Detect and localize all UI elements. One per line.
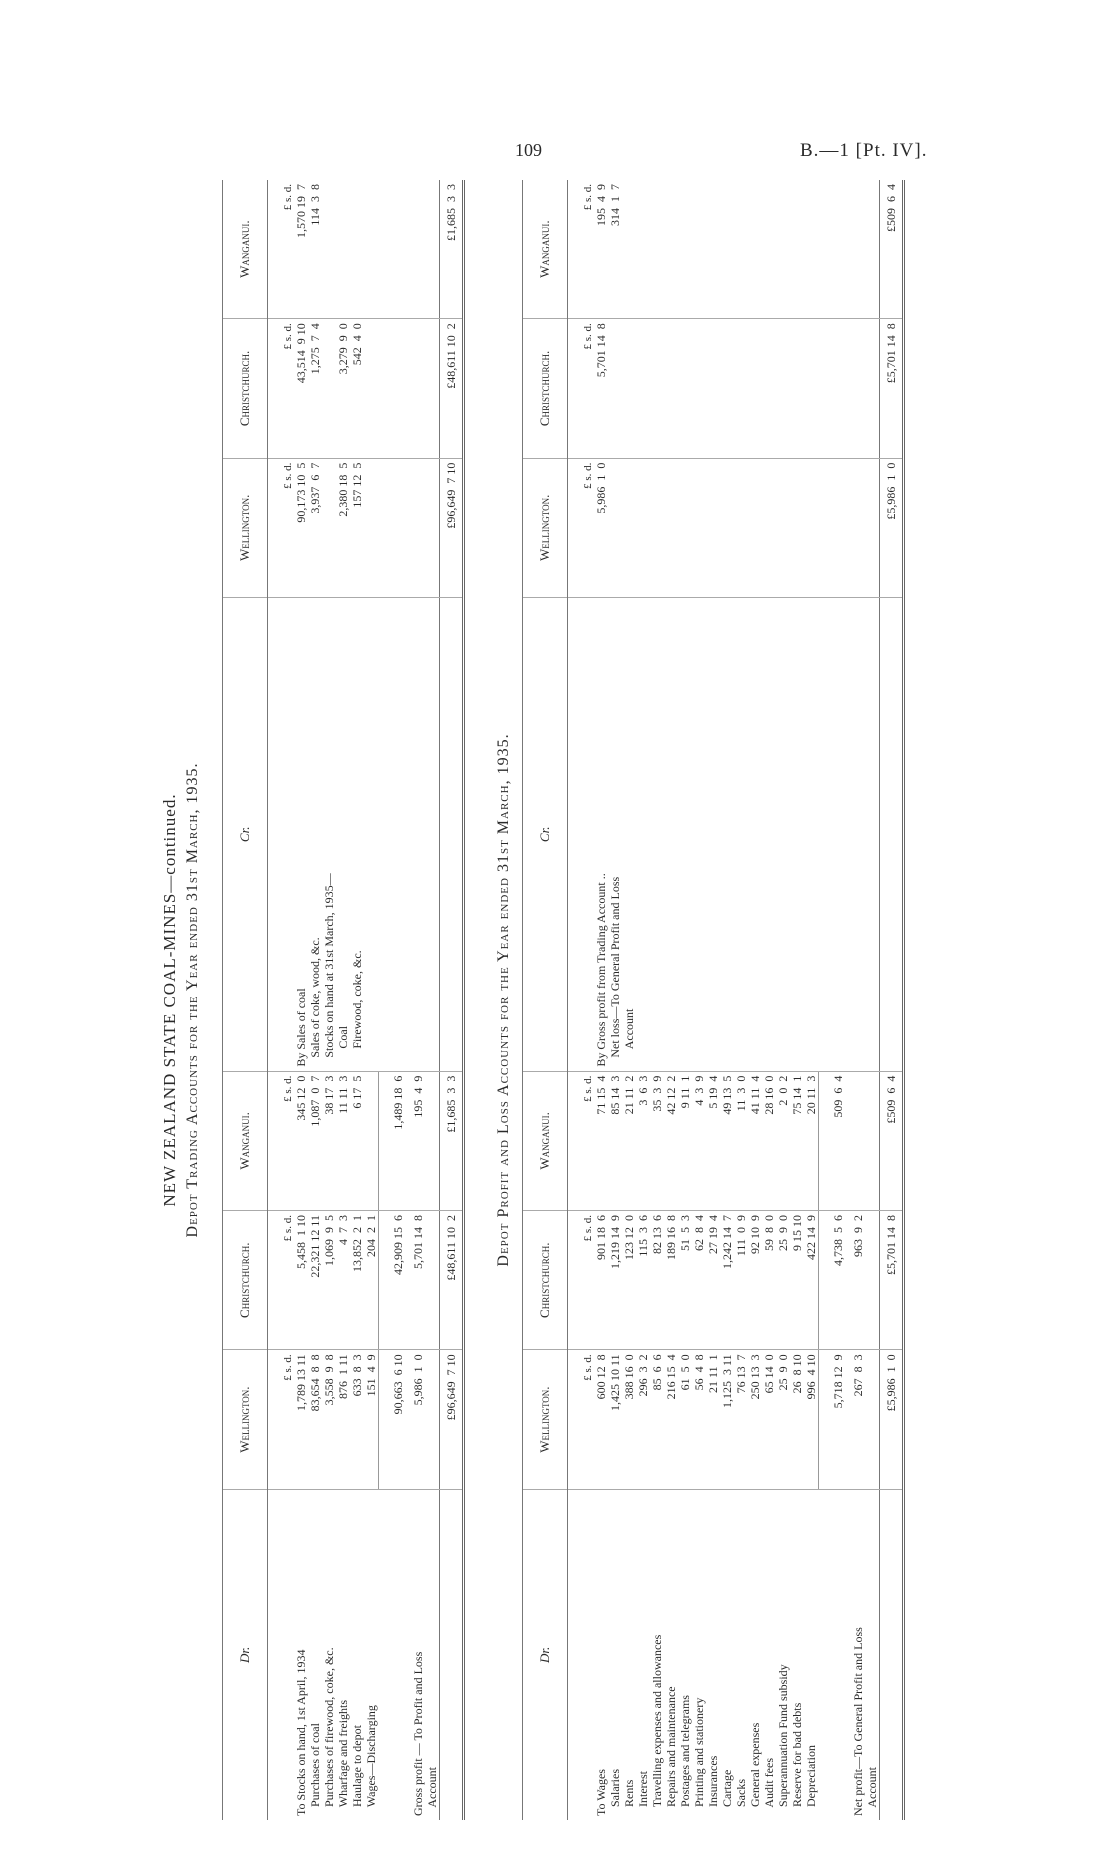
trading-cr-items: By Sales of coal Sales of coke, wood, &c. Stocks on hand at 31st March, 1935— Coal Firewood, coke, &c. <box>294 598 379 1072</box>
wanganui-header: Wanganui. <box>223 1071 268 1210</box>
net-profit-wellington: 267 8 3 <box>851 1350 880 1489</box>
pl-dr-wellington: 600 12 8 1,425 10 11 388 16 0 296 3 2 85 6 6 216 15 4 61 5 0 56 4 8 21 11 1 1,125 3 11 76 13 7 250 13 3 65 14 0 25 9 0 26 8 10 996 4 10 <box>594 1350 819 1489</box>
unit-label: £ s. d. <box>268 1350 295 1489</box>
pl-cr-items: By Gross profit from Trading Account .. Net loss—To General Profit and Loss Account <box>594 598 819 1072</box>
pl-header-row <box>523 180 568 1820</box>
unit-label: £ s. d. <box>568 1350 595 1489</box>
trading-total-wellington: £96,649 7 10 <box>440 1350 464 1489</box>
trading-subtotal-christchurch: 42,909 15 6 <box>379 1211 412 1350</box>
trading-cr-christchurch: 43,514 9 10 1,275 7 4 3,279 9 0 542 4 0 <box>294 319 379 458</box>
trading-dr-wellington: 1,789 13 11 83,654 8 8 3,558 9 8 876 1 11 633 8 3 151 4 9 <box>294 1350 379 1489</box>
trading-total-wanganui: £1,685 3 3 <box>440 1071 464 1210</box>
trading-cr-wellington: 90,173 10 5 3,937 6 7 2,380 18 5 157 12 5 <box>294 458 379 597</box>
trading-dr-christchurch: 5,458 1 10 22,321 12 11 1,069 9 5 4 7 3 13,852 2 1 204 2 1 <box>294 1211 379 1350</box>
net-profit-christchurch: 963 9 2 <box>851 1211 880 1350</box>
unit-label: £ s. d. <box>268 1071 295 1210</box>
christchurch-header: Christchurch. <box>523 319 568 458</box>
trading-total-wanganui: £1,685 3 3 <box>440 180 464 319</box>
pl-dr-wanganui: 71 15 4 85 14 3 21 11 2 3 6 3 35 3 9 42 12 2 9 11 1 4 3 9 5 19 4 49 13 5 11 3 0 41 11 4 28 16 0 2 0 2 75 14 1 20 11 3 <box>594 1071 819 1210</box>
christchurch-header: Christchurch. <box>223 1211 268 1350</box>
unit-label: £ s. d. <box>568 458 595 597</box>
wellington-header: Wellington. <box>523 1350 568 1489</box>
pl-dr-christchurch: 901 18 6 1,219 14 9 123 12 0 115 3 6 82 13 6 189 16 8 51 5 3 62 8 4 27 19 4 1,242 14 7 111 0 9 92 10 9 59 8 0 25 9 0 9 15 10 422 14 9 <box>594 1211 819 1350</box>
wanganui-header: Wanganui. <box>523 1071 568 1210</box>
profit-loss-table <box>522 180 905 1820</box>
wellington-header: Wellington. <box>523 458 568 597</box>
trading-total-christchurch: £48,611 10 2 <box>440 319 464 458</box>
unit-label: £ s. d. <box>568 319 595 458</box>
pl-cr-wellington: 5,986 1 0 <box>594 458 819 597</box>
pl-subtotal-wellington: 5,718 12 9 <box>819 1350 852 1489</box>
wellington-header: Wellington. <box>223 1350 268 1489</box>
wanganui-header: Wanganui. <box>523 180 568 319</box>
trading-items-row <box>294 180 379 1820</box>
trading-cr-wanganui: 1,570 19 7 114 3 8 <box>294 180 379 319</box>
trading-dr-wanganui: 345 12 0 1,087 0 7 38 17 3 11 11 3 6 17 5 <box>294 1071 379 1210</box>
trading-subtotal-row <box>379 180 412 1820</box>
dr-header: Dr. <box>223 1489 268 1820</box>
gross-profit-christchurch: 5,701 14 8 <box>411 1211 440 1350</box>
unit-row <box>568 180 595 1820</box>
unit-label: £ s. d. <box>568 1071 595 1210</box>
page-number: 109 <box>515 140 542 160</box>
pl-total-wellington: £5,986 1 0 <box>880 1350 904 1489</box>
pl-total-row <box>880 180 904 1820</box>
dr-header: Dr. <box>523 1489 568 1820</box>
trading-dr-items: To Stocks on hand, 1st April, 1934 Purchases of coal Purchases of firewood, coke, &c. Wharfage and freights Haulage to depot Wages—Discharging <box>294 1647 378 1816</box>
unit-label: £ s. d. <box>268 180 295 319</box>
page-reference: B.—1 [Pt. IV]. <box>800 140 928 161</box>
profit-loss-title: Depot Profit and Loss Accounts for the Year ended 31st March, 1935. <box>495 733 512 1267</box>
pl-total-christchurch: £5,701 14 8 <box>880 319 904 458</box>
trading-header-row <box>223 180 268 1820</box>
unit-label: £ s. d. <box>268 319 295 458</box>
christchurch-header: Christchurch. <box>223 319 268 458</box>
main-title: NEW ZEALAND STATE COAL-MINES—continued. <box>160 793 179 1207</box>
rotated-sheet <box>160 180 990 1820</box>
gross-profit-wanganui: 195 4 9 <box>411 1071 440 1210</box>
pl-cr-christchurch: 5,701 14 8 <box>594 319 819 458</box>
net-profit-wanganui <box>851 1071 880 1210</box>
pl-total-wanganui: £509 6 4 <box>880 180 904 319</box>
pl-subtotal-christchurch: 4,738 5 6 <box>819 1211 852 1350</box>
unit-label: £ s. d. <box>268 1211 295 1350</box>
cr-header: Cr. <box>523 598 568 1072</box>
pl-subtotal-wanganui: 509 6 4 <box>819 1071 852 1210</box>
trading-total-christchurch: £48,611 10 2 <box>440 1211 464 1350</box>
trading-table <box>222 180 465 1820</box>
pl-items-row <box>594 180 819 1820</box>
trading-subtotal-wanganui: 1,489 18 6 <box>379 1071 412 1210</box>
net-profit-row <box>851 180 880 1820</box>
cr-header: Cr. <box>223 598 268 1072</box>
pl-cr-wanganui: 195 4 9 314 1 7 <box>594 180 819 319</box>
net-profit-label: Net profit—To General Profit and Loss Account <box>851 1627 879 1816</box>
trading-total-row <box>440 180 464 1820</box>
trading-title: Depot Trading Accounts for the Year ended 31st March, 1935. <box>184 762 201 1238</box>
wellington-header: Wellington. <box>223 458 268 597</box>
gross-profit-label: Gross profit — To Profit and Loss Account <box>411 1651 439 1816</box>
unit-label: £ s. d. <box>568 1211 595 1350</box>
trading-subtotal-wellington: 90,663 6 10 <box>379 1350 412 1489</box>
wanganui-header: Wanganui. <box>223 180 268 319</box>
unit-row <box>268 180 295 1820</box>
pl-total-wanganui: £509 6 4 <box>880 1071 904 1210</box>
gross-profit-row <box>411 180 440 1820</box>
gross-profit-wellington: 5,986 1 0 <box>411 1350 440 1489</box>
pl-subtotal-row <box>819 180 852 1820</box>
pl-total-wellington: £5,986 1 0 <box>880 458 904 597</box>
unit-label: £ s. d. <box>568 180 595 319</box>
christchurch-header: Christchurch. <box>523 1211 568 1350</box>
unit-label: £ s. d. <box>268 458 295 597</box>
pl-total-christchurch: £5,701 14 8 <box>880 1211 904 1350</box>
pl-dr-items: To Wages Salaries Rents Interest Travelling expenses and allowances Repairs and maintenance Postages and telegrams Printing and stationery Insurances Cartage Sacks General expenses Audit fees Superannuation Fund subsidy Reserve for bad debts Depreciation <box>594 1634 818 1816</box>
trading-total-wellington: £96,649 7 10 <box>440 458 464 597</box>
